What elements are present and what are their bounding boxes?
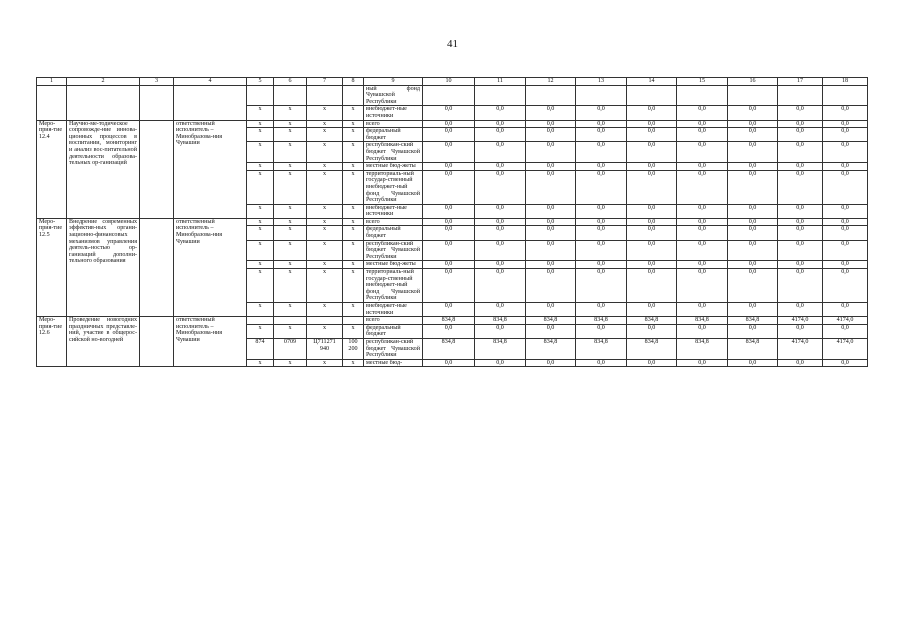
amount-cell: 0,0 [475, 120, 526, 128]
amount-cell: 0,0 [677, 106, 728, 120]
amount-cell: 834,8 [526, 338, 576, 359]
code-cell: x [343, 128, 364, 142]
amount-cell: 0,0 [627, 303, 677, 317]
amount-cell: 0,0 [728, 142, 778, 163]
amount-cell: 0,0 [423, 261, 475, 269]
amount-cell: 0,0 [677, 359, 728, 367]
amount-cell: 0,0 [526, 226, 576, 240]
table-row [37, 218, 868, 226]
code-cell: x [343, 142, 364, 163]
code-cell: x [307, 240, 343, 261]
funding-source: республикан-ский бюджет Чувашской Республики [364, 338, 423, 359]
activity-name: Проведение новогодних праздничных представле-ний, участие в общерос-сийской но-вогодней [67, 317, 140, 367]
header-cell: 17 [778, 78, 823, 86]
header-cell: 13 [576, 78, 627, 86]
amount-cell: 0,0 [576, 142, 627, 163]
amount-cell: 0,0 [475, 226, 526, 240]
funding-source: местные бюд-жеты [364, 261, 423, 269]
header-cell: 9 [364, 78, 423, 86]
code-cell: x [343, 170, 364, 204]
amount-cell [677, 85, 728, 106]
executor: ответственный исполнитель – Минобразова-ния Чувашии [174, 120, 247, 218]
code-cell: x [247, 226, 274, 240]
code-cell: x [274, 359, 307, 367]
amount-cell: 0,0 [627, 128, 677, 142]
code-cell: x [247, 170, 274, 204]
amount-cell: 0,0 [627, 269, 677, 303]
code-cell: x [343, 204, 364, 218]
amount-cell: 0,0 [475, 163, 526, 171]
amount-cell: 0,0 [475, 106, 526, 120]
amount-cell: 0,0 [677, 240, 728, 261]
code-cell: x [307, 106, 343, 120]
executor: ответственный исполнитель – Минобразова-ния Чувашии [174, 317, 247, 367]
code-cell: x [247, 120, 274, 128]
funding-source: федеральный бюджет [364, 128, 423, 142]
amount-cell: 834,8 [677, 317, 728, 325]
amount-cell: 0,0 [677, 128, 728, 142]
amount-cell: 0,0 [677, 226, 728, 240]
amount-cell: 0,0 [778, 261, 823, 269]
amount-cell: 0,0 [526, 142, 576, 163]
amount-cell [627, 85, 677, 106]
amount-cell: 0,0 [823, 218, 868, 226]
amount-cell: 4174,0 [778, 338, 823, 359]
amount-cell: 0,0 [778, 120, 823, 128]
code-cell: x [307, 128, 343, 142]
code-cell: x [247, 204, 274, 218]
amount-cell: 0,0 [526, 269, 576, 303]
amount-cell: 0,0 [576, 128, 627, 142]
amount-cell: 0,0 [728, 240, 778, 261]
code-cell: x [274, 204, 307, 218]
code-cell: x [247, 303, 274, 317]
amount-cell: 0,0 [677, 303, 728, 317]
amount-cell: 834,8 [728, 317, 778, 325]
code-cell: x [274, 226, 307, 240]
header-cell: 11 [475, 78, 526, 86]
amount-cell: 0,0 [423, 170, 475, 204]
header-cell: 4 [174, 78, 247, 86]
amount-cell: 0,0 [823, 261, 868, 269]
amount-cell: 0,0 [526, 359, 576, 367]
header-cell: 1 [37, 78, 67, 86]
amount-cell: 0,0 [728, 128, 778, 142]
header-cell: 6 [274, 78, 307, 86]
header-cell: 5 [247, 78, 274, 86]
amount-cell: 0,0 [526, 218, 576, 226]
amount-cell: 0,0 [778, 303, 823, 317]
amount-cell: 834,8 [627, 317, 677, 325]
activity-label: Меро-прия-тие 12.5 [37, 218, 67, 316]
amount-cell: 0,0 [576, 170, 627, 204]
amount-cell: 834,8 [526, 317, 576, 325]
code-cell: Ц711271 940 [307, 338, 343, 359]
funding-source: местные бюд-жеты [364, 163, 423, 171]
code-cell: x [247, 106, 274, 120]
amount-cell: 0,0 [423, 240, 475, 261]
amount-cell: 0,0 [627, 163, 677, 171]
code-cell [247, 85, 274, 106]
amount-cell: 0,0 [576, 218, 627, 226]
code-cell: x [343, 163, 364, 171]
amount-cell [823, 85, 868, 106]
amount-cell: 834,8 [677, 338, 728, 359]
code-cell [343, 85, 364, 106]
code-cell: 100 200 [343, 338, 364, 359]
code-cell: x [247, 163, 274, 171]
amount-cell: 0,0 [576, 359, 627, 367]
amount-cell: 4174,0 [778, 317, 823, 325]
amount-cell: 0,0 [576, 226, 627, 240]
code-cell: x [343, 226, 364, 240]
amount-cell: 0,0 [475, 142, 526, 163]
amount-cell: 0,0 [423, 359, 475, 367]
funding-source: внебюджет-ные источники [364, 204, 423, 218]
amount-cell: 0,0 [677, 142, 728, 163]
amount-cell: 834,8 [423, 338, 475, 359]
amount-cell: 0,0 [627, 324, 677, 338]
amount-cell: 0,0 [423, 142, 475, 163]
amount-cell: 0,0 [728, 163, 778, 171]
funding-source: федеральный бюджет [364, 226, 423, 240]
code-cell: x [343, 240, 364, 261]
amount-cell: 0,0 [526, 170, 576, 204]
amount-cell: 0,0 [526, 240, 576, 261]
amount-cell [526, 85, 576, 106]
amount-cell: 0,0 [778, 128, 823, 142]
code-cell: x [274, 218, 307, 226]
amount-cell: 0,0 [423, 269, 475, 303]
amount-cell: 4174,0 [823, 317, 868, 325]
amount-cell: 834,8 [423, 317, 475, 325]
amount-cell: 0,0 [475, 218, 526, 226]
table-body [37, 78, 868, 367]
code-cell: x [274, 163, 307, 171]
amount-cell: 0,0 [576, 106, 627, 120]
amount-cell: 0,0 [423, 204, 475, 218]
amount-cell: 0,0 [475, 128, 526, 142]
amount-cell: 0,0 [423, 226, 475, 240]
amount-cell: 0,0 [627, 142, 677, 163]
amount-cell: 0,0 [728, 226, 778, 240]
amount-cell [778, 85, 823, 106]
amount-cell: 0,0 [778, 359, 823, 367]
empty-cell [37, 85, 67, 120]
amount-cell: 0,0 [728, 120, 778, 128]
amount-cell: 0,0 [728, 261, 778, 269]
empty-cell [140, 120, 174, 218]
amount-cell: 0,0 [778, 226, 823, 240]
amount-cell: 0,0 [728, 106, 778, 120]
code-cell: x [343, 269, 364, 303]
amount-cell: 834,8 [475, 317, 526, 325]
amount-cell: 0,0 [728, 269, 778, 303]
code-cell [307, 85, 343, 106]
amount-cell: 0,0 [627, 218, 677, 226]
code-cell [274, 85, 307, 106]
code-cell: x [343, 324, 364, 338]
amount-cell: 0,0 [627, 170, 677, 204]
amount-cell: 834,8 [475, 338, 526, 359]
header-cell: 8 [343, 78, 364, 86]
amount-cell: 0,0 [526, 106, 576, 120]
amount-cell: 0,0 [423, 324, 475, 338]
code-cell [307, 317, 343, 325]
budget-table [36, 77, 868, 367]
header-cell: 2 [67, 78, 140, 86]
amount-cell: 0,0 [778, 106, 823, 120]
code-cell: x [247, 128, 274, 142]
header-cell: 18 [823, 78, 868, 86]
amount-cell: 0,0 [526, 303, 576, 317]
amount-cell: 0,0 [627, 226, 677, 240]
code-cell: x [343, 120, 364, 128]
amount-cell: 0,0 [823, 128, 868, 142]
header-row [37, 78, 868, 86]
amount-cell: 0,0 [778, 240, 823, 261]
code-cell: x [307, 261, 343, 269]
funding-source: внебюджет-ные источники [364, 303, 423, 317]
amount-cell: 0,0 [677, 163, 728, 171]
table-row [37, 85, 868, 106]
code-cell: x [247, 261, 274, 269]
amount-cell: 0,0 [823, 324, 868, 338]
empty-cell [140, 317, 174, 367]
empty-cell [140, 218, 174, 316]
code-cell: x [274, 142, 307, 163]
code-cell: x [307, 269, 343, 303]
amount-cell: 0,0 [823, 240, 868, 261]
amount-cell: 0,0 [728, 204, 778, 218]
code-cell: x [307, 324, 343, 338]
amount-cell: 0,0 [475, 204, 526, 218]
amount-cell: 0,0 [475, 261, 526, 269]
code-cell: 0709 [274, 338, 307, 359]
amount-cell: 0,0 [627, 120, 677, 128]
amount-cell: 0,0 [728, 218, 778, 226]
amount-cell: 0,0 [823, 269, 868, 303]
amount-cell: 0,0 [728, 170, 778, 204]
amount-cell: 0,0 [823, 204, 868, 218]
code-cell: x [274, 128, 307, 142]
amount-cell: 834,8 [627, 338, 677, 359]
code-cell: x [247, 324, 274, 338]
funding-source: республикан-ский бюджет Чувашской Республики [364, 142, 423, 163]
code-cell [343, 317, 364, 325]
amount-cell: 0,0 [423, 303, 475, 317]
code-cell: x [343, 106, 364, 120]
amount-cell: 0,0 [627, 240, 677, 261]
amount-cell: 0,0 [677, 120, 728, 128]
amount-cell: 0,0 [576, 261, 627, 269]
amount-cell: 0,0 [728, 359, 778, 367]
amount-cell: 0,0 [526, 163, 576, 171]
amount-cell: 0,0 [823, 142, 868, 163]
amount-cell: 0,0 [823, 170, 868, 204]
amount-cell: 0,0 [823, 303, 868, 317]
amount-cell: 0,0 [475, 240, 526, 261]
code-cell: x [307, 303, 343, 317]
amount-cell: 0,0 [823, 226, 868, 240]
amount-cell: 0,0 [778, 170, 823, 204]
code-cell: 874 [247, 338, 274, 359]
amount-cell: 0,0 [778, 204, 823, 218]
amount-cell: 0,0 [677, 218, 728, 226]
funding-source: республикан-ский бюджет Чувашской Республики [364, 240, 423, 261]
code-cell: x [307, 170, 343, 204]
amount-cell: 834,8 [728, 338, 778, 359]
header-cell: 7 [307, 78, 343, 86]
executor: ответственный исполнитель – Минобразова-ния Чувашии [174, 218, 247, 316]
amount-cell: 0,0 [526, 261, 576, 269]
amount-cell: 0,0 [778, 163, 823, 171]
amount-cell: 4174,0 [823, 338, 868, 359]
amount-cell: 0,0 [627, 261, 677, 269]
code-cell: x [274, 240, 307, 261]
amount-cell: 0,0 [728, 324, 778, 338]
amount-cell: 0,0 [823, 359, 868, 367]
amount-cell: 0,0 [423, 106, 475, 120]
code-cell: x [274, 324, 307, 338]
header-cell: 16 [728, 78, 778, 86]
amount-cell: 0,0 [576, 163, 627, 171]
amount-cell: 0,0 [677, 261, 728, 269]
header-cell: 14 [627, 78, 677, 86]
amount-cell: 834,8 [576, 317, 627, 325]
amount-cell: 0,0 [475, 170, 526, 204]
amount-cell: 0,0 [475, 324, 526, 338]
amount-cell: 0,0 [627, 204, 677, 218]
code-cell [247, 317, 274, 325]
funding-source: всего [364, 120, 423, 128]
amount-cell: 0,0 [423, 163, 475, 171]
amount-cell: 0,0 [576, 204, 627, 218]
amount-cell: 0,0 [526, 120, 576, 128]
activity-name: Внедрение современных эффектив-ных органи-зационно-финансовых механизмов управления деятель-ностью ор-ганизаций дополни-тельного образования [67, 218, 140, 316]
amount-cell: 0,0 [576, 324, 627, 338]
header-cell: 10 [423, 78, 475, 86]
amount-cell [576, 85, 627, 106]
funding-source: всего [364, 317, 423, 325]
amount-cell: 0,0 [526, 324, 576, 338]
funding-source: федеральный бюджет [364, 324, 423, 338]
amount-cell [728, 85, 778, 106]
header-cell: 3 [140, 78, 174, 86]
code-cell: x [307, 226, 343, 240]
amount-cell: 0,0 [778, 142, 823, 163]
amount-cell: 0,0 [728, 303, 778, 317]
code-cell: x [343, 359, 364, 367]
code-cell: x [274, 106, 307, 120]
code-cell: x [307, 142, 343, 163]
code-cell: x [307, 204, 343, 218]
code-cell [274, 317, 307, 325]
code-cell: x [247, 269, 274, 303]
page-number: 41 [447, 38, 458, 50]
funding-source: территориаль-ный государ-ственный внебюджет-ный фонд Чувашской Республики [364, 269, 423, 303]
amount-cell: 0,0 [677, 324, 728, 338]
amount-cell: 0,0 [823, 163, 868, 171]
code-cell: x [343, 261, 364, 269]
empty-cell [67, 85, 140, 120]
code-cell: x [247, 240, 274, 261]
amount-cell: 0,0 [576, 120, 627, 128]
header-cell: 12 [526, 78, 576, 86]
amount-cell: 0,0 [778, 218, 823, 226]
code-cell: x [274, 303, 307, 317]
amount-cell: 0,0 [423, 218, 475, 226]
code-cell: x [247, 359, 274, 367]
code-cell: x [274, 269, 307, 303]
amount-cell: 0,0 [677, 269, 728, 303]
amount-cell: 0,0 [576, 269, 627, 303]
amount-cell: 0,0 [627, 359, 677, 367]
funding-source: внебюджет-ные источники [364, 106, 423, 120]
activity-name: Научно-ме-тодическое сопровожде-ние иннова-ционных процессов в воспитании, мониторинг и анализ вос-питательной деятельности образова-тельных ор-ганизаций [67, 120, 140, 218]
code-cell: x [343, 218, 364, 226]
amount-cell: 0,0 [627, 106, 677, 120]
amount-cell: 0,0 [576, 303, 627, 317]
amount-cell: 0,0 [778, 269, 823, 303]
amount-cell: 0,0 [526, 128, 576, 142]
amount-cell: 0,0 [823, 120, 868, 128]
amount-cell: 0,0 [823, 106, 868, 120]
amount-cell: 0,0 [677, 170, 728, 204]
amount-cell: 0,0 [475, 303, 526, 317]
activity-label: Меро-прия-тие 12.4 [37, 120, 67, 218]
code-cell: x [307, 218, 343, 226]
funding-source: всего [364, 218, 423, 226]
funding-source: территориаль-ный государ-ственный внебюджет-ный фонд Чувашской Республики [364, 170, 423, 204]
funding-source: местные бюд- [364, 359, 423, 367]
code-cell: x [307, 359, 343, 367]
activity-label: Меро-прия-тие 12.6 [37, 317, 67, 367]
amount-cell: 0,0 [576, 240, 627, 261]
code-cell: x [307, 163, 343, 171]
code-cell: x [343, 303, 364, 317]
code-cell: x [274, 120, 307, 128]
header-cell: 15 [677, 78, 728, 86]
amount-cell: 0,0 [677, 204, 728, 218]
amount-cell: 0,0 [526, 204, 576, 218]
code-cell: x [247, 218, 274, 226]
amount-cell: 0,0 [423, 120, 475, 128]
empty-cell [140, 85, 174, 120]
amount-cell: 0,0 [778, 324, 823, 338]
amount-cell [423, 85, 475, 106]
table-row [37, 120, 868, 128]
amount-cell: 834,8 [576, 338, 627, 359]
amount-cell: 0,0 [423, 128, 475, 142]
empty-cell [174, 85, 247, 120]
amount-cell: 0,0 [475, 269, 526, 303]
code-cell: x [247, 142, 274, 163]
code-cell: x [274, 170, 307, 204]
code-cell: x [274, 261, 307, 269]
amount-cell [475, 85, 526, 106]
table-row [37, 317, 868, 325]
code-cell: x [307, 120, 343, 128]
amount-cell: 0,0 [475, 359, 526, 367]
funding-source: ный фонд Чувашской Республики [364, 85, 423, 106]
